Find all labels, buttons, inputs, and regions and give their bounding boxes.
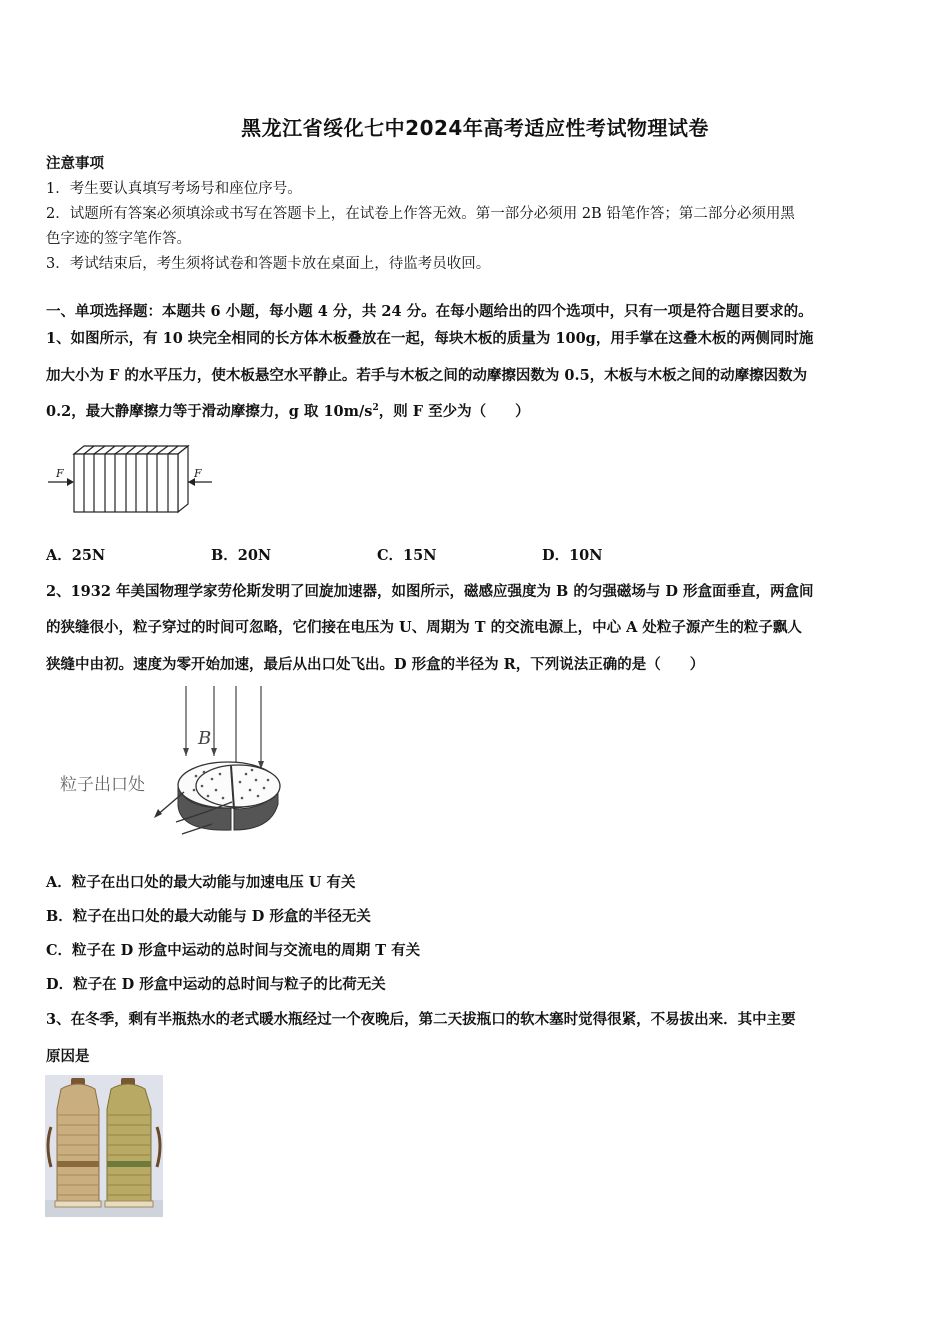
- q3-text-line: 原因是: [46, 1048, 90, 1065]
- notice-heading: 注意事项: [46, 155, 104, 172]
- q1-text-line: 1、如图所示，有 10 块完全相同的长方体木板叠放在一起，每块木板的质量为 100g，用手掌在这叠木板的两侧同时施: [46, 330, 814, 347]
- q3-text-line: 3、在冬季，剩有半瓶热水的老式暖水瓶经过一个夜晚后，第二天拔瓶口的软木塞时觉得很紧，不易拔出来．其中主要: [46, 1011, 796, 1028]
- q1-superscript: 2: [372, 403, 379, 414]
- q2-text-line: 狭缝中由初。速度为零开始加速，最后从出口处飞出。D 形盒的半径为 R，下列说法正确的是（ ）: [46, 656, 705, 673]
- q1-option-b[interactable]: B．20N: [211, 547, 272, 564]
- q2-text-line: 的狭缝很小，粒子穿过的时间可忽略，它们接在电压为 U、周期为 T 的交流电源上，中心 A 处粒子源产生的粒子飘人: [46, 619, 802, 636]
- q1-text-part: ，则 F 至少为（ ）: [378, 403, 530, 420]
- thermos-bottles-photo: [45, 1075, 163, 1217]
- q2-option-a[interactable]: A．粒子在出口处的最大动能与加速电压 U 有关: [46, 874, 356, 891]
- force-label-right: F: [194, 467, 202, 480]
- q1-option-c[interactable]: C．15N: [377, 547, 437, 564]
- q1-text-part: 0.2，最大静摩擦力等于滑动摩擦力，g 取 10m/s: [46, 403, 373, 420]
- q2-text-line: 2、1932 年美国物理学家劳伦斯发明了回旋加速器，如图所示，磁感应强度为 B 的匀强磁场与 D 形盒面垂直，两盒间: [46, 583, 814, 600]
- force-label-left: F: [56, 467, 64, 480]
- notice-item: 2．试题所有答案必须填涂或书写在答题卡上，在试卷上作答无效。第一部分必须用 2B 铅笔作答；第二部分必须用黑: [46, 206, 795, 222]
- q2-option-d[interactable]: D．粒子在 D 形盒中运动的总时间与粒子的比荷无关: [46, 976, 386, 993]
- q2-option-b[interactable]: B．粒子在出口处的最大动能与 D 形盒的半径无关: [46, 908, 371, 925]
- particle-exit-label: 粒子出口处: [60, 775, 145, 795]
- notice-item: 3．考试结束后，考生须将试卷和答题卡放在桌面上，待监考员收回。: [46, 256, 491, 272]
- q1-text-line: [46, 400, 906, 421]
- magnetic-field-label: B: [198, 728, 212, 749]
- wooden-boards-figure: [46, 440, 216, 520]
- notice-item: 1．考生要认真填写考场号和座位序号。: [46, 181, 302, 197]
- q2-option-c[interactable]: C．粒子在 D 形盒中运动的总时间与交流电的周期 T 有关: [46, 942, 421, 959]
- q1-text-line: 加大小为 F 的水平压力，使木板悬空水平静止。若手与木板之间的动摩擦因数为 0.5，木板与木板之间的动摩擦因数为: [46, 367, 808, 384]
- q1-option-d[interactable]: D．10N: [542, 547, 603, 564]
- page-title: 黑龙江省绥化七中2024年高考适应性考试物理试卷: [241, 116, 709, 140]
- cyclotron-figure: [56, 684, 296, 844]
- q1-option-a[interactable]: A．25N: [46, 547, 106, 564]
- section-heading: 一、单项选择题：本题共 6 小题，每小题 4 分，共 24 分。在每小题给出的四个选项中，只有一项是符合题目要求的。: [46, 303, 813, 320]
- notice-item: 色字迹的签字笔作答。: [46, 231, 191, 247]
